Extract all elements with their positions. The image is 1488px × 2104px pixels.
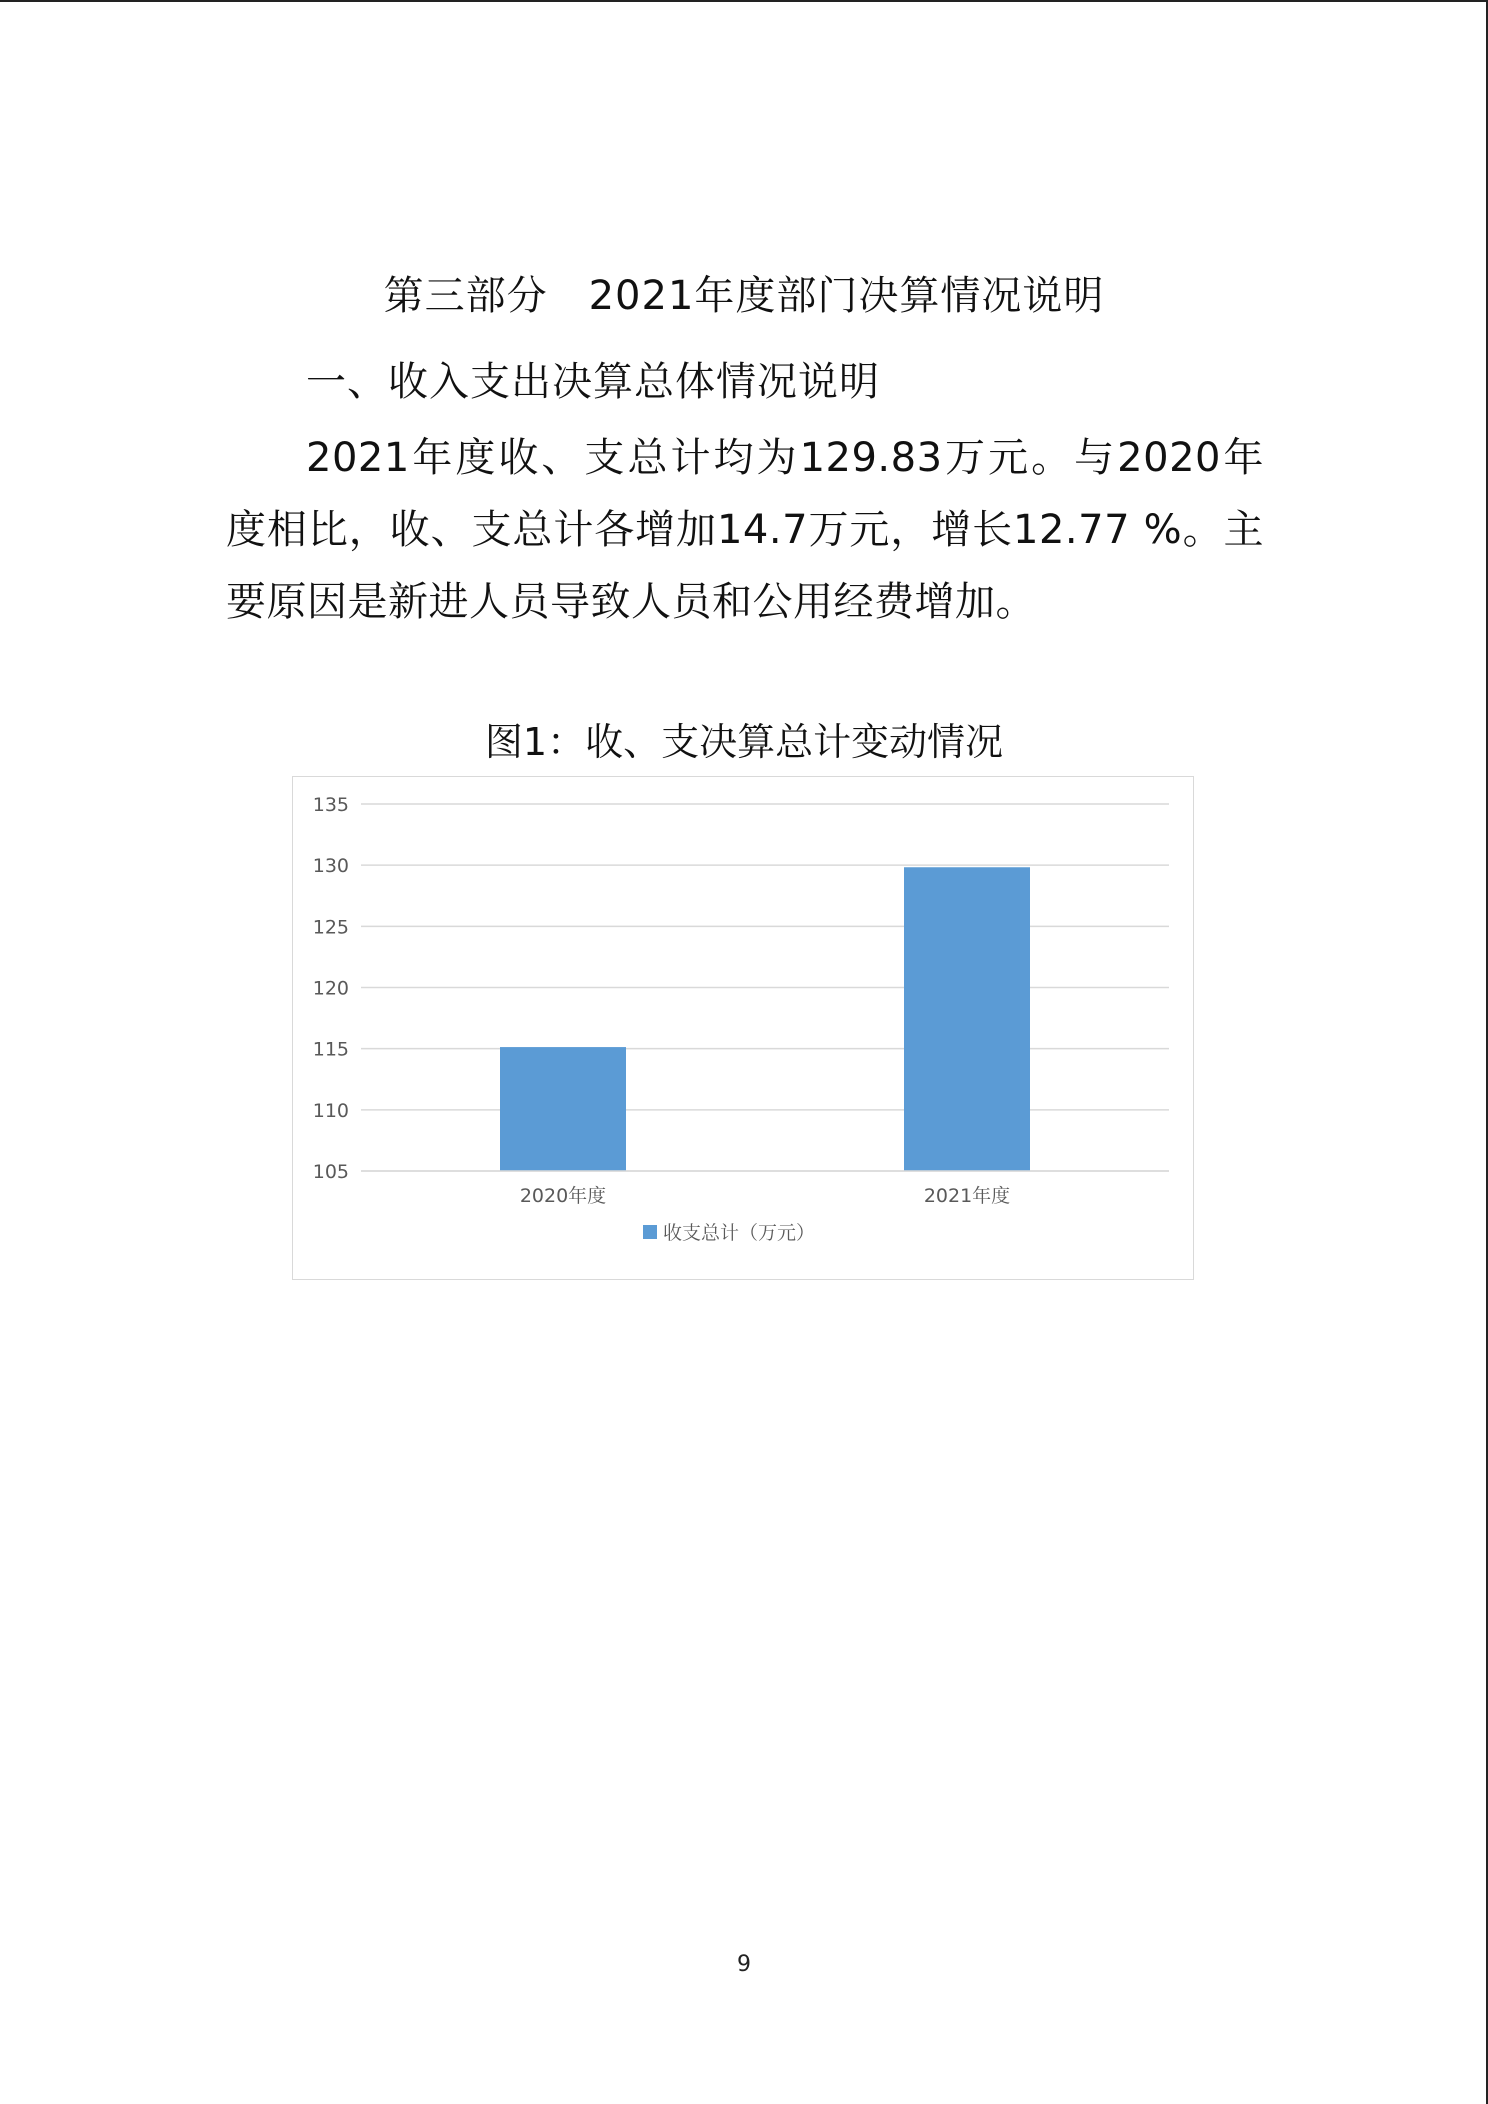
page-top-border: [0, 0, 1488, 2]
y-tick-label: 105: [312, 1161, 349, 1183]
y-tick-label: 130: [312, 855, 349, 878]
x-category-label: 2020年度: [519, 1185, 607, 1207]
figure-caption: 图1：收、支决算总计变动情况: [484, 720, 1004, 764]
section-title: 第三部分 2021年度部门决算情况说明: [383, 273, 1105, 319]
x-category-label: 2021年度: [923, 1185, 1011, 1207]
bar: [500, 1047, 626, 1171]
bar-chart: [293, 777, 1195, 1281]
y-tick-label: 120: [312, 977, 349, 1000]
body-paragraph: 2021年度收、支总计均为129.83万元。与2020年度相比，收、支总计各增加14.7万元，增长12.77 %。主要原因是新进人员导致人员和公用经费增加。: [226, 435, 1264, 625]
legend-swatch: [643, 1225, 657, 1239]
legend-label: 收支总计（万元）: [663, 1222, 816, 1244]
chart-frame: [292, 776, 1194, 1280]
subheading: 一、收入支出决算总体情况说明: [306, 359, 880, 405]
bar: [904, 867, 1030, 1171]
y-tick-label: 115: [312, 1038, 349, 1061]
page-number: 9: [737, 1952, 751, 1977]
y-tick-label: 125: [312, 916, 349, 939]
y-tick-label: 110: [312, 1099, 349, 1122]
y-tick-label: 135: [312, 794, 349, 816]
